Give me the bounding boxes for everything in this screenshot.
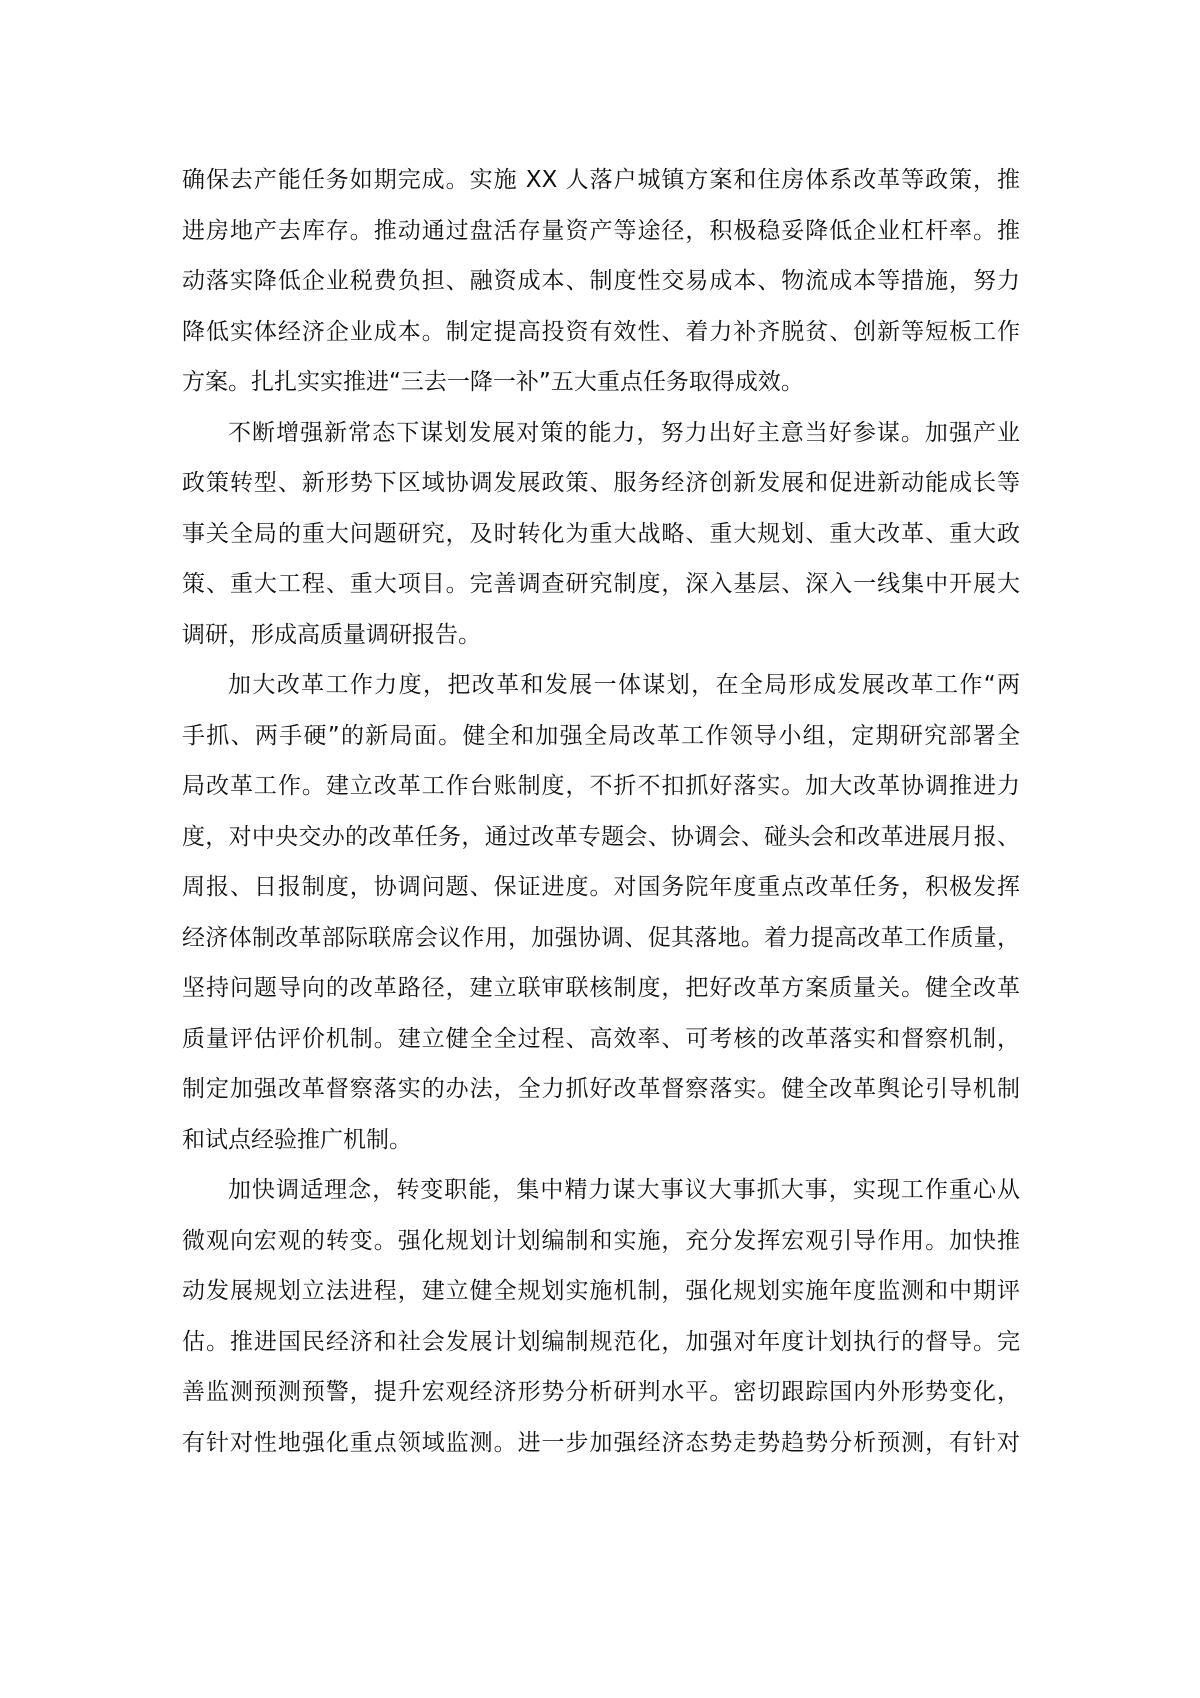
text-line: 动发展规划立法进程，建立健全规划实施机制，强化规划实施年度监测和中期评	[182, 1278, 1020, 1304]
text-line: 进房地产去库存。推动通过盘活存量资产等途径，积极稳妥降低企业杠杆率。推	[182, 217, 1020, 244]
text-line: 事关全局的重大问题研究，及时转化为重大战略、重大规划、重大改革、重大政	[182, 520, 1020, 547]
text-line: 降低实体经济企业成本。制定提高投资有效性、着力补齐脱贫、创新等短板工作	[182, 318, 1020, 345]
text-line: 善监测预测预警，提升宏观经济形势分析研判水平。密切跟踪国内外形势变化，	[182, 1379, 1020, 1405]
text-line: 动落实降低企业税费负担、融资成本、制度性交易成本、物流成本等措施，努力	[182, 268, 1020, 294]
paragraph-2	[182, 408, 1020, 661]
text-line: 手抓、两手硬”的新局面。健全和加强全局改革工作领导小组，定期研究部署全	[182, 722, 1020, 749]
text-line: 方案。扎扎实实推进“三去一降一补”五大重点任务取得成效。	[182, 369, 804, 395]
text-line: 周报、日报制度，协调问题、保证进度。对国务院年度重点改革任务，积极发挥	[182, 874, 1020, 900]
document-body	[182, 155, 1020, 1468]
text-line: 不断增强新常态下谋划发展对策的能力，努力出好主意当好参谋。加强产业	[228, 419, 1020, 446]
text-line: 质量评估评价机制。建立健全全过程、高效率、可考核的改革落实和督察机制，	[182, 1025, 1020, 1052]
paragraph-4	[182, 1165, 1020, 1468]
text-line: 政策转型、新形势下区域协调发展政策、服务经济创新发展和促进新动能成长等	[182, 470, 1020, 496]
text-line: 坚持问题导向的改革路径，建立联审联核制度，把好改革方案质量关。健全改革	[182, 975, 1020, 1001]
text-line: 制定加强改革督察落实的办法，全力抓好改革督察落实。健全改革舆论引导机制	[182, 1076, 1020, 1102]
text-line: 调研，形成高质量调研报告。	[182, 621, 481, 648]
text-line: 策、重大工程、重大项目。完善调查研究制度，深入基层、深入一线集中开展大	[182, 571, 1020, 597]
text-line: 度，对中央交办的改革任务，通过改革专题会、协调会、碰头会和改革进展月报、	[182, 823, 1020, 850]
paragraph-1	[182, 155, 1020, 408]
text-line: 加快调适理念，转变职能，集中精力谋大事议大事抓大事，实现工作重心从	[228, 1177, 1020, 1203]
text-line: 确保去产能任务如期完成。实施 XX 人落户城镇方案和住房体系改革等政策，推	[182, 167, 1020, 193]
text-line: 有针对性地强化重点领域监测。进一步加强经济态势走势趋势分析预测，有针对	[182, 1429, 1020, 1456]
paragraph-3	[182, 660, 1020, 1165]
text-line: 微观向宏观的转变。强化规划计划编制和实施，充分发挥宏观引导作用。加快推	[182, 1227, 1020, 1254]
text-line: 经济体制改革部际联席会议作用，加强协调、促其落地。着力提高改革工作质量，	[182, 924, 1020, 951]
text-line: 加大改革工作力度，把改革和发展一体谋划，在全局形成发展改革工作“两	[228, 672, 1020, 698]
text-line: 局改革工作。建立改革工作台账制度，不折不扣抓好落实。加大改革协调推进力	[182, 773, 1020, 799]
text-line: 估。推进国民经济和社会发展计划编制规范化，加强对年度计划执行的督导。完	[182, 1328, 1020, 1355]
text-line: 和试点经验推广机制。	[182, 1126, 412, 1153]
